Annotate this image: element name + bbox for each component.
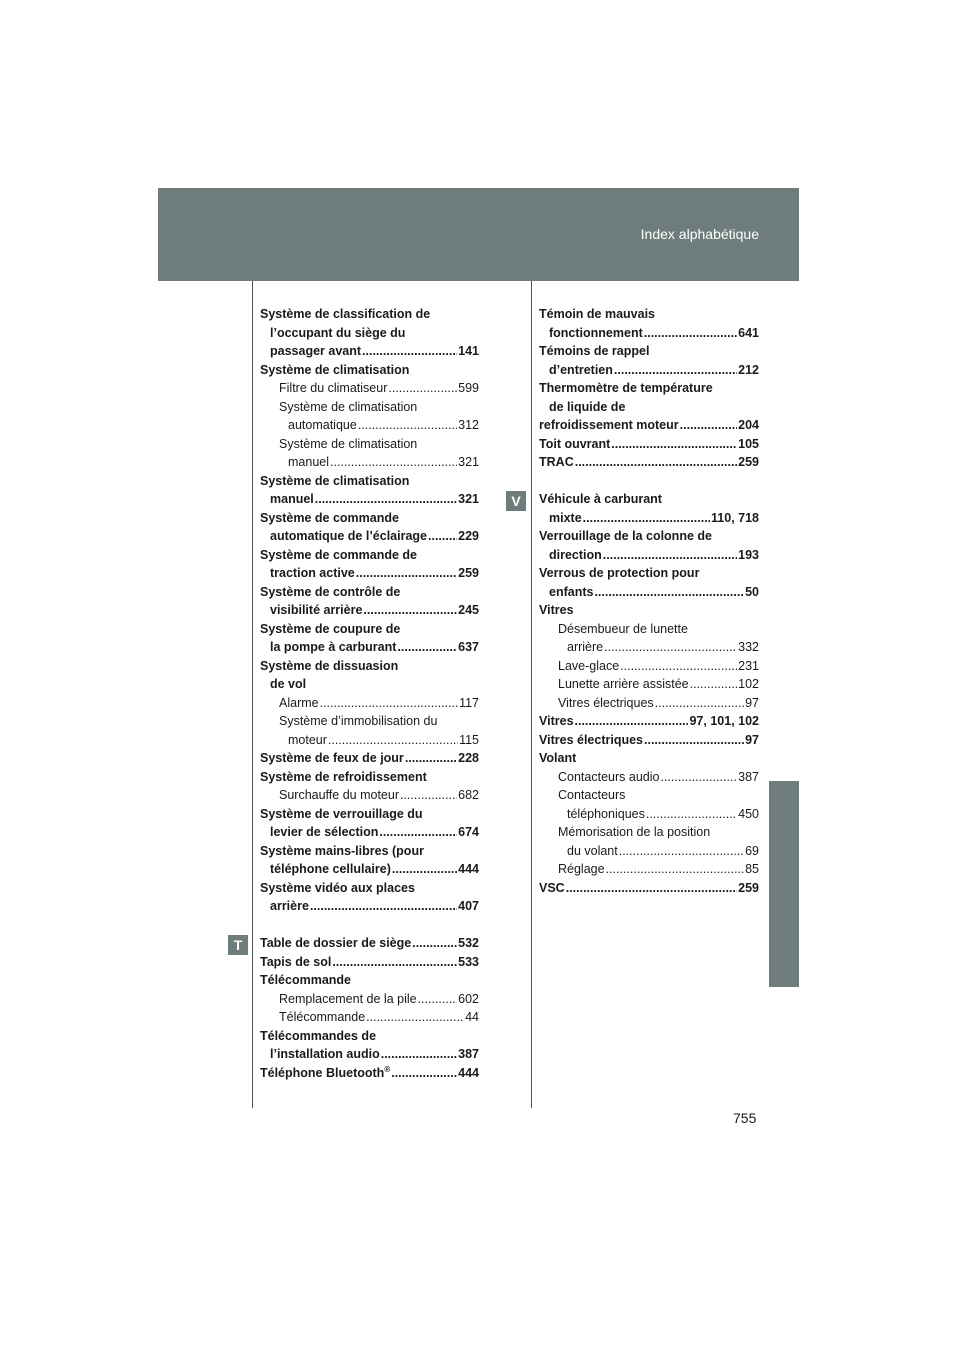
index-entry: Véhicule à carburant mixte ..... 110, 718 [539, 490, 759, 527]
index-entry: Témoins de rappel d’entretien ..... 212 [539, 342, 759, 379]
section-letter-v: V [506, 491, 526, 511]
index-entry: Tapis de sol ..... 533 [260, 953, 479, 972]
index-column-1 [260, 305, 479, 1082]
header-title: Index alphabétique [640, 226, 759, 242]
index-entry: Système de refroidissement Surchauffe du moteur ..... 682 [260, 768, 479, 805]
section-letter-t: T [228, 935, 248, 955]
index-entry: Verrous de protection pour enfants ..... 50 [539, 564, 759, 601]
index-entry: Témoin de mauvais fonctionnement ..... 641 [539, 305, 759, 342]
index-entry: Système de climatisation Filtre du climatiseur ..... 599 Système de climatisation automatique ..... 312 Système de climatisation manuel ..... 321 [260, 361, 479, 472]
index-entry: Volant Contacteurs audio ..... 387 Contacteurs téléphoniques ..... 450 Mémorisation de la position du volant ..... 69 Réglage ..... 85 [539, 749, 759, 879]
index-entry: Vitres électriques ..... 97 [539, 731, 759, 750]
index-entry: Table de dossier de siège ..... 532 [260, 934, 479, 953]
index-entry: Système de commande de traction active ..... 259 [260, 546, 479, 583]
index-entry: Télécommande Remplacement de la pile ..... 602 Télécommande ..... 44 [260, 971, 479, 1027]
index-entry: Système de verrouillage du levier de sélection ..... 674 [260, 805, 479, 842]
column-divider-left [252, 281, 253, 1108]
index-entry: Verrouillage de la colonne de direction ..... 193 [539, 527, 759, 564]
index-entry: Vitres Désembueur de lunette arrière ..... 332 Lave-glace ..... 231 Lunette arrière assistée ..... 102 Vitres électriques ..... 97 [539, 601, 759, 712]
index-entry: TRAC ..... 259 [539, 453, 759, 472]
index-entry: Système vidéo aux places arrière ..... 407 [260, 879, 479, 916]
index-entry: Téléphone Bluetooth® ..... 444 [260, 1064, 479, 1083]
index-entry: Système de climatisation manuel ..... 321 [260, 472, 479, 509]
index-entry: Système de dissuasion de vol Alarme ..... 117 Système d’immobilisation du moteur ..... 115 [260, 657, 479, 750]
index-entry: Système de feux de jour ..... 228 [260, 749, 479, 768]
index-column-2 [539, 305, 759, 897]
section-side-tab [769, 781, 799, 987]
index-entry: Thermomètre de température de liquide de refroidissement moteur ..... 204 [539, 379, 759, 435]
index-entry: VSC ..... 259 [539, 879, 759, 898]
index-entry: Télécommandes de l’installation audio ..... 387 [260, 1027, 479, 1064]
index-entry: Système de classification de l’occupant du siège du passager avant ..... 141 [260, 305, 479, 361]
index-entry: Système de commande automatique de l’éclairage ..... 229 [260, 509, 479, 546]
page-number: 755 [733, 1110, 757, 1126]
index-entry: Toit ouvrant ..... 105 [539, 435, 759, 454]
index-entry: Système de coupure de la pompe à carburant ..... 637 [260, 620, 479, 657]
index-entry: Système mains-libres (pour téléphone cellulaire) ..... 444 [260, 842, 479, 879]
index-entry: Système de contrôle de visibilité arrière ..... 245 [260, 583, 479, 620]
column-divider-middle [531, 281, 532, 1108]
index-entry: Vitres ..... 97, 101, 102 [539, 712, 759, 731]
page-header [158, 188, 799, 281]
